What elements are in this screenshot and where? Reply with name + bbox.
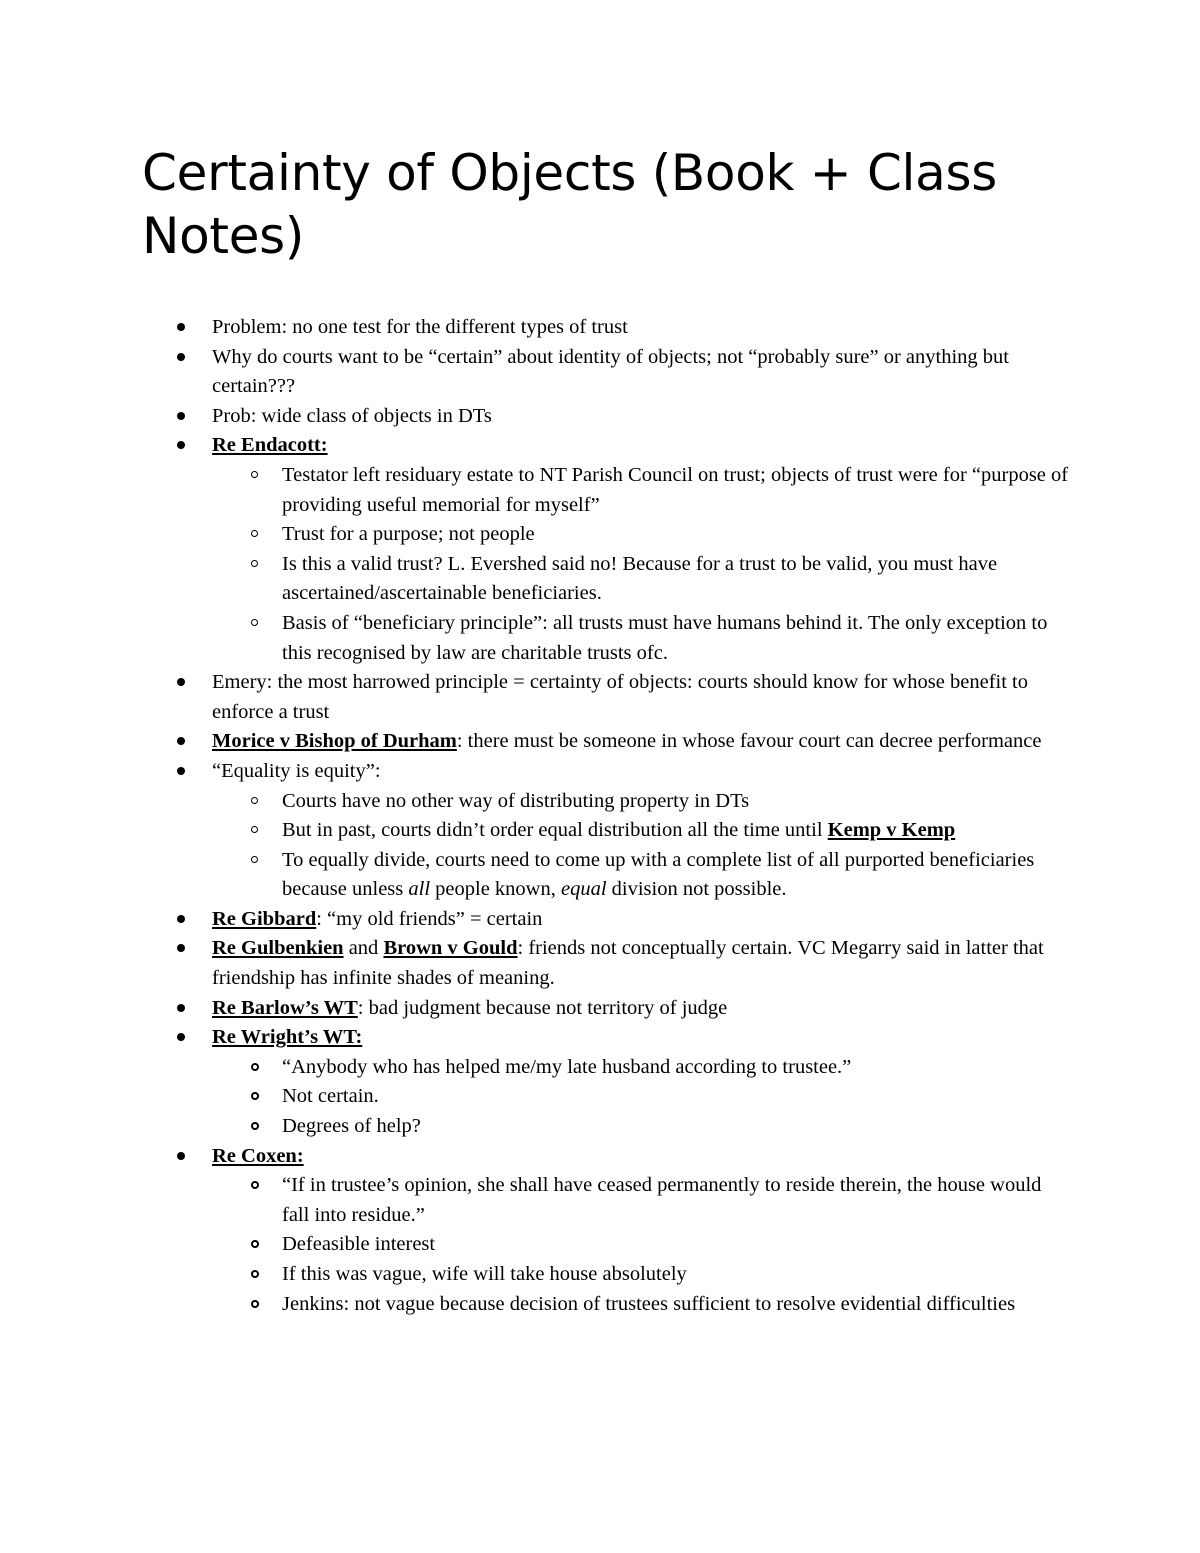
sub-item: Jenkins: not vague because decision of trustees sufficient to resolve evidential difficulties: [282, 1290, 1072, 1320]
sub-item: Trust for a purpose; not people: [282, 520, 1072, 550]
emphasis-all: all: [408, 878, 431, 901]
item-text: : “my old friends” = certain: [316, 907, 543, 930]
item-text: and: [343, 937, 384, 960]
item-text: “Equality is equity”:: [212, 759, 381, 782]
sub-item: Degrees of help?: [282, 1112, 1072, 1142]
sub-list: [212, 1171, 1072, 1319]
sub-list: [212, 1053, 1072, 1142]
notes-list: [212, 313, 1072, 1319]
sub-list: [212, 461, 1072, 668]
case-name: Re Coxen:: [212, 1144, 304, 1167]
case-name: Re Gibbard: [212, 907, 317, 930]
sub-item: Courts have no other way of distributing property in DTs: [282, 787, 1072, 817]
page-title: Certainty of Objects (Book + Class Notes): [142, 144, 997, 265]
sub-item-text: To equally divide, courts need to come up with a complete list of all purported beneficiaries because unless: [282, 848, 1035, 901]
item-text: Prob: wide class of objects in DTs: [212, 404, 492, 427]
sub-item: Basis of “beneficiary principle”: all trusts must have humans behind it. The only exception to this recognised by law are charitable trusts ofc.: [282, 609, 1072, 668]
list-item-gibbard: [212, 905, 1072, 935]
list-item-equality: [212, 757, 1072, 905]
sub-item-text: people known,: [430, 878, 561, 901]
sub-list: [212, 787, 1072, 905]
list-item-morice: [212, 727, 1072, 757]
sub-item: “Anybody who has helped me/my late husband according to trustee.”: [282, 1053, 1072, 1083]
list-item-re-endacott: [212, 431, 1072, 668]
item-text: Why do courts want to be “certain” about identity of objects; not “probably sure” or anything but certain???: [212, 345, 1009, 398]
sub-item: [282, 816, 1072, 846]
sub-item-text: division not possible.: [606, 878, 787, 901]
item-text: : bad judgment because not territory of judge: [357, 996, 728, 1019]
list-item-re-coxen: [212, 1142, 1072, 1320]
list-item: [212, 343, 1072, 402]
case-name: Re Wright’s WT:: [212, 1026, 363, 1049]
sub-item: Not certain.: [282, 1082, 1072, 1112]
item-text: Emery: the most harrowed principle = certainty of objects: courts should know for whose benefit to enforce a trust: [212, 671, 1028, 723]
sub-item: “If in trustee’s opinion, she shall have ceased permanently to reside therein, the house would fall into residue.”: [282, 1171, 1072, 1230]
item-text: Problem: no one test for the different types of trust: [212, 316, 628, 338]
list-item-re-wright: [212, 1023, 1072, 1141]
list-item: [212, 402, 1072, 432]
case-name: Brown v Gould: [383, 937, 518, 960]
sub-item-text: But in past, courts didn’t order equal distribution all the time until: [282, 819, 828, 842]
list-item-barlow: [212, 994, 1072, 1024]
case-name: Re Barlow’s WT: [212, 996, 358, 1019]
list-item-gulbenkien: [212, 934, 1072, 993]
case-name: Kemp v Kemp: [827, 819, 956, 842]
sub-item: Defeasible interest: [282, 1230, 1072, 1260]
sub-item: If this was vague, wife will take house absolutely: [282, 1260, 1072, 1290]
list-item: [212, 668, 1072, 727]
case-name: Morice v Bishop of Durham: [212, 730, 457, 753]
item-text: : there must be someone in whose favour court can decree performance: [456, 730, 1042, 753]
item-text: : friends not conceptually certain. VC Megarry said in latter that friendship has infinite shades of meaning.: [212, 937, 1044, 990]
case-name: Re Endacott:: [212, 434, 328, 457]
list-item: [212, 313, 1072, 343]
sub-item: [282, 846, 1072, 905]
emphasis-equal: equal: [560, 878, 607, 901]
sub-item: Testator left residuary estate to NT Parish Council on trust; objects of trust were for “purpose of providing useful memorial for myself”: [282, 461, 1072, 520]
sub-item: Is this a valid trust? L. Evershed said no! Because for a trust to be valid, you must have ascertained/ascertainable beneficiaries.: [282, 550, 1072, 609]
case-name: Re Gulbenkien: [212, 937, 344, 960]
